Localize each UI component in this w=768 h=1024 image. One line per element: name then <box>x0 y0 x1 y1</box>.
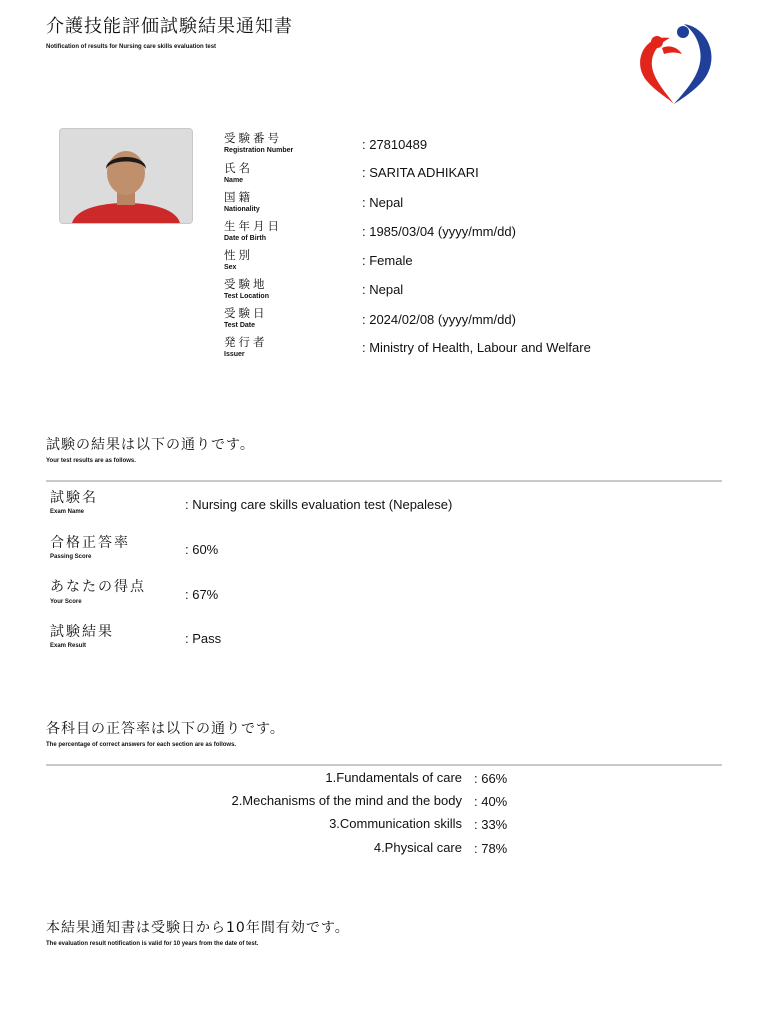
info-label-en: Name <box>224 177 244 184</box>
result-label-jp: 試験名 <box>50 490 98 506</box>
info-label-jp: 受験日 <box>224 306 268 320</box>
section-scores-heading-en: The percentage of correct answers for each section are as follows. <box>46 742 237 748</box>
result-label-en: Exam Result <box>50 643 87 649</box>
info-label-jp: 受験地 <box>224 277 268 291</box>
nationality-value: : Nepal <box>362 195 404 210</box>
info-label-jp: 国籍 <box>224 190 253 204</box>
result-label-jp: 合格正答率 <box>50 535 130 551</box>
name-value: : SARITA ADHIKARI <box>362 165 479 180</box>
exam-result-value: : Pass <box>185 631 222 646</box>
document-subtitle: Notification of results for Nursing care skills evaluation test <box>46 44 217 50</box>
section-score: : 66% <box>474 771 508 786</box>
info-label-en: Test Location <box>224 293 269 300</box>
document-title: 介護技能評価試験結果通知書 <box>46 16 293 37</box>
test-date-value: : 2024/02/08 (yyyy/mm/dd) <box>362 312 516 327</box>
logo-red-head <box>651 36 663 48</box>
divider <box>46 764 722 766</box>
sex-value: : Female <box>362 253 413 268</box>
result-label-en: Exam Name <box>50 509 85 515</box>
result-label-en: Your Score <box>50 599 82 605</box>
info-label-en: Sex <box>224 264 237 271</box>
info-label-en: Nationality <box>224 206 260 213</box>
logo-blue-head <box>677 26 689 38</box>
results-heading-en: Your test results are as follows. <box>46 458 136 464</box>
info-label-en: Test Date <box>224 322 255 329</box>
passing-score-value: : 60% <box>185 542 219 557</box>
logo-red-arm <box>662 46 682 54</box>
test-location-value: : Nepal <box>362 282 404 297</box>
result-label-en: Passing Score <box>50 554 92 560</box>
applicant-photo <box>59 128 193 224</box>
section-name: 3.Communication skills <box>329 816 462 831</box>
issuer-value: : Ministry of Health, Labour and Welfare <box>362 340 591 355</box>
validity-note-en: The evaluation result notification is valid for 10 years from the date of test. <box>46 941 259 947</box>
divider <box>46 480 722 482</box>
results-heading: 試験の結果は以下の通りです。 <box>46 437 255 453</box>
result-label-jp: 試験結果 <box>50 624 114 640</box>
section-score: : 33% <box>474 817 508 832</box>
info-label-en: Issuer <box>224 351 245 358</box>
exam-name-value: : Nursing care skills evaluation test (Nepalese) <box>185 497 453 512</box>
ministry-logo <box>630 14 718 106</box>
info-label-jp: 氏名 <box>224 161 253 175</box>
section-score: : 78% <box>474 841 508 856</box>
result-label-jp: あなたの得点 <box>50 579 146 595</box>
section-name: 4.Physical care <box>373 840 462 855</box>
section-score: : 40% <box>474 794 508 809</box>
date-of-birth-value: : 1985/03/04 (yyyy/mm/dd) <box>362 224 516 239</box>
your-score-value: : 67% <box>185 587 219 602</box>
section-scores-heading: 各科目の正答率は以下の通りです。 <box>46 721 285 737</box>
section-name: 2.Mechanisms of the mind and the body <box>231 793 462 808</box>
registration-number-value: : 27810489 <box>362 137 428 152</box>
info-label-en: Date of Birth <box>224 235 266 242</box>
info-label-jp: 受験番号 <box>224 131 282 145</box>
validity-note: 本結果通知書は受験日から10年間有効です。 <box>46 920 350 936</box>
info-label-jp: 性別 <box>224 248 253 262</box>
section-name: 1.Fundamentals of care <box>325 770 462 785</box>
info-label-jp: 生年月日 <box>224 219 282 233</box>
info-label-en: Registration Number <box>224 147 294 154</box>
info-label-jp: 発行者 <box>224 335 268 349</box>
